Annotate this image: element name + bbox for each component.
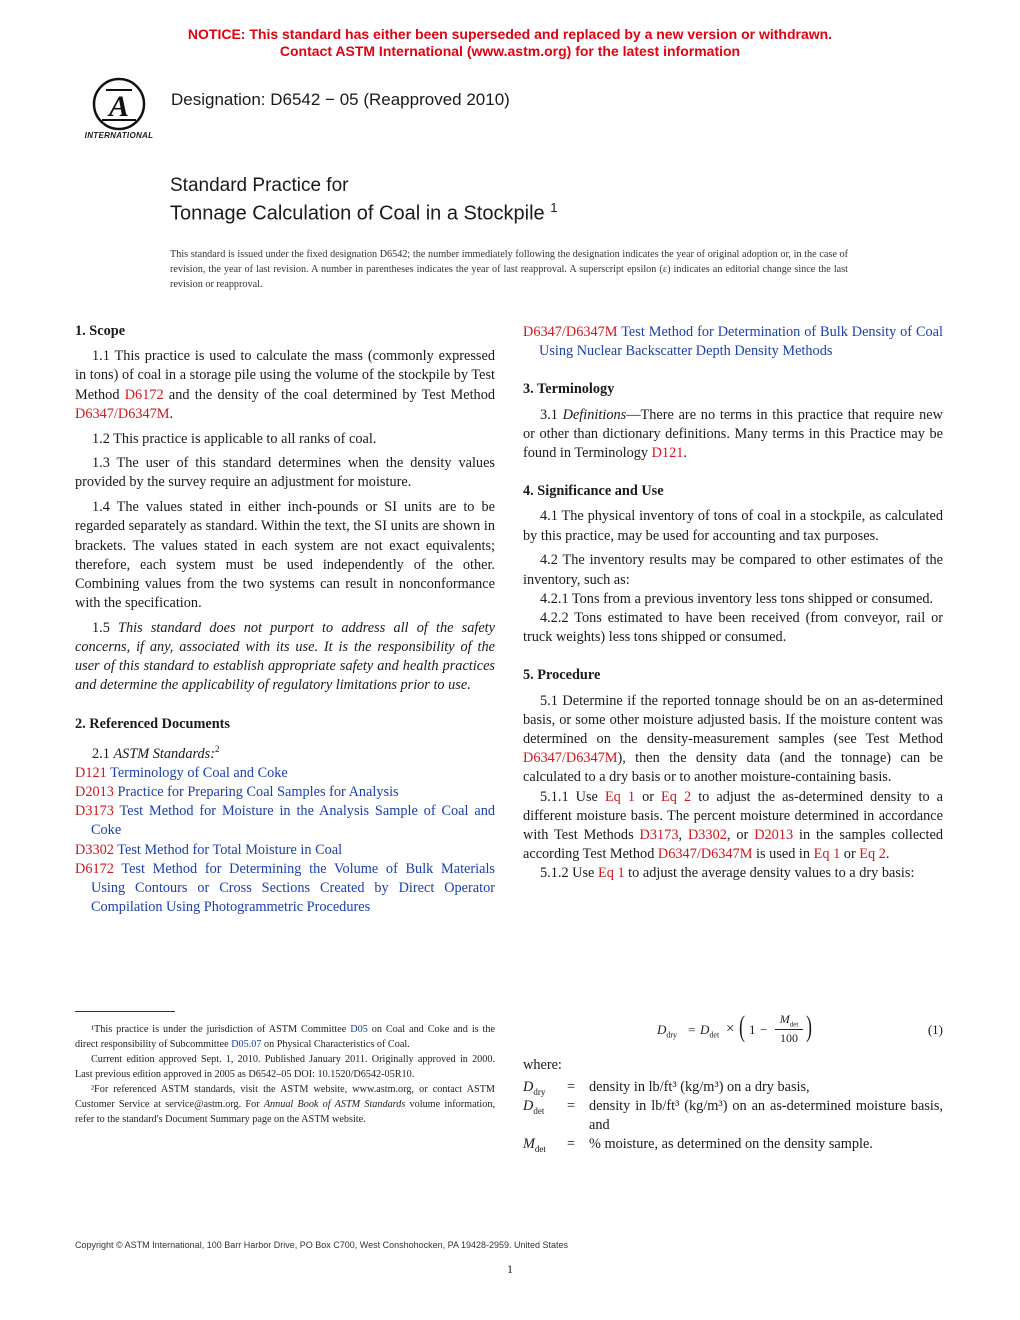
link-d121[interactable]: D121 <box>651 445 684 462</box>
variable-letter: D <box>523 1098 534 1114</box>
eq-num-symbol: M <box>779 1012 790 1026</box>
eq-one: 1 <box>749 1022 756 1037</box>
ref-title[interactable]: Terminology of Coal and Coke <box>106 764 288 781</box>
link-d05-07[interactable]: D05.07 <box>231 1039 262 1050</box>
eq-lhs-symbol: D <box>657 1022 667 1037</box>
referenced-2-1-num: 2.1 <box>92 745 114 762</box>
significance-4-1: 4.1 The physical inventory of tons of coal in a stockpile, as calculated by this practice, may be used for accounting and tax purposes. <box>523 508 943 544</box>
link-eq1[interactable]: Eq 1 <box>813 846 841 863</box>
ref-item[interactable] <box>75 783 495 802</box>
procedure-5-1-2 <box>523 864 943 883</box>
eq-density <box>700 1022 719 1040</box>
eq-num-sub: det <box>789 1020 799 1029</box>
ref-code[interactable]: D3302 <box>75 841 114 858</box>
eq-paren-left: ( <box>739 1010 745 1043</box>
text-span: 5.1.1 Use <box>540 788 605 805</box>
scope-1-4: 1.4 The values stated in either inch-pounds or SI units are to be regarded separately as standard. Within the text, the SI units are shown in brackets. The values stated in each system are not exact equivalents; therefore, each system must be used independently of the other. Combining values from the two systems can result in nonconformance with the specification. <box>75 499 496 612</box>
text-span: in the samples collected according Test Method <box>523 826 943 863</box>
ref-item[interactable] <box>75 764 495 783</box>
text-span: is used in <box>752 846 814 863</box>
title-text: Tonnage Calculation of Coal in a Stockpile <box>170 202 545 225</box>
eq-lhs <box>657 1022 677 1040</box>
variable-description: density in lb/ft³ (kg/m³) on an as-determined moisture basis, and <box>589 1098 943 1133</box>
procedure-5-1-1 <box>523 788 943 865</box>
footnote-divider <box>75 1011 175 1012</box>
ref-item[interactable] <box>75 841 495 860</box>
text-span: to adjust the average density values to a dry basis: <box>624 865 915 882</box>
variable-letter: M <box>523 1136 535 1152</box>
text-span: Annual Book of ASTM Standards <box>263 1099 406 1110</box>
ref-item[interactable] <box>75 860 495 918</box>
where-label: where: <box>523 1057 562 1073</box>
title-footnote-ref: 1 <box>550 200 558 215</box>
scope-1-1 <box>75 347 495 424</box>
link-d3173[interactable]: D3173 <box>639 826 679 843</box>
link-d3302[interactable]: D3302 <box>687 826 727 843</box>
scope-1-5-text: This standard does not purport to address all of the safety concerns, if any, associated with its use. It is the responsibility of the user of this standard to establish appropriate safety and health practices and determine the applicability of regulatory limitations prior to use. <box>75 619 495 694</box>
significance-4-2-1: 4.2.1 Tons from a previous inventory less tons shipped or consumed. <box>540 590 934 607</box>
footnote-1 <box>75 1022 495 1052</box>
eq-minus: − <box>760 1022 768 1037</box>
text-span: , or <box>726 826 755 843</box>
text-span: or <box>840 846 860 863</box>
page-number: 1 <box>507 1262 513 1276</box>
variable-sub: det <box>534 1143 546 1154</box>
scope-1-1-mid: and the density of the coal determined by Test Method <box>163 386 495 403</box>
significance-4-2: 4.2 The inventory results may be compared to other estimates of the inventory, such as: <box>523 552 943 588</box>
eq-times: × <box>726 1021 735 1037</box>
ref-title[interactable]: Test Method for Total Moisture in Coal <box>113 841 343 858</box>
procedure-5-1-post: ), then the density data (and the tonnage) can be calculated to a dry basis or to another moisture-containing basis. <box>523 750 943 786</box>
scope-heading: 1. Scope <box>75 323 126 339</box>
eq-d-sub: det <box>709 1030 720 1040</box>
variable-list <box>523 1078 943 1154</box>
text-span: ¹This practice is under the jurisdiction of ASTM Committee <box>91 1024 351 1035</box>
ref-item[interactable] <box>523 323 943 361</box>
scope-1-2: 1.2 This practice is applicable to all ranks of coal. <box>92 430 377 447</box>
notice-line-2: Contact ASTM International (www.astm.org) for the latest information <box>279 43 741 59</box>
equation-1 <box>523 1010 943 1050</box>
issued-note: This standard is issued under the fixed designation D6542; the number immediately following the designation indicates the year of original adoption or, in the case of revision, the year of last revision. A number in parentheses indicates the year of last reapproval. A superscript epsilon (ε) indicates an editorial change since the last revision or reapproval. <box>170 249 848 290</box>
terminology-heading: 3. Terminology <box>523 381 615 398</box>
ref-code[interactable]: D6347/D6347M <box>523 324 618 340</box>
ref-title[interactable]: Test Method for Determining the Volume of Bulk Materials Using Contours or Cross Sections Created by Direct Operator Compilation Using Photogrammetric Procedures <box>91 860 495 916</box>
procedure-5-1-text: 5.1 Determine if the reported tonnage should be on an as-determined basis, or some other moisture adjusted basis. If the moisture content was determined on the density-measurement samples (see Test Method <box>523 692 943 747</box>
link-eq1[interactable]: Eq 1 <box>597 865 625 882</box>
notice-line-1: NOTICE: This standard has either been superseded and replaced by a new version or withdrawn. <box>187 26 833 42</box>
eq-equals: = <box>688 1022 696 1037</box>
ref-code[interactable]: D3173 <box>75 803 114 820</box>
left-column <box>75 322 495 917</box>
terminology-3-1-num: 3.1 <box>540 406 563 423</box>
ref-code[interactable]: D6172 <box>75 860 114 877</box>
eq-numerator <box>775 1012 803 1028</box>
scope-1-1-post: . <box>169 405 174 422</box>
title-line-1: Standard Practice for <box>170 175 349 196</box>
ref-title[interactable]: Test Method for Determination of Bulk Density of Coal Using Nuclear Backscatter Depth Density Methods <box>539 324 943 360</box>
significance-heading: 4. Significance and Use <box>523 483 664 500</box>
text-span: to adjust the as-determined density to a different moisture basis. The percent moisture determined in accordance with Test Methods <box>523 788 943 843</box>
footnotes <box>75 1022 495 1127</box>
referenced-2-1 <box>75 740 495 764</box>
svg-text:A: A <box>108 90 130 123</box>
referenced-2-1-sup: 2 <box>215 743 220 754</box>
text-span: or <box>635 788 662 805</box>
astm-logo-icon <box>78 76 160 144</box>
link-d6347[interactable]: D6347/D6347M <box>75 405 170 422</box>
scope-1-5 <box>75 619 495 696</box>
ref-title[interactable]: Practice for Preparing Coal Samples for Analysis <box>113 784 399 801</box>
terminology-3-1-term: Definitions <box>562 406 627 423</box>
variable-sub: det <box>533 1105 545 1116</box>
ref-item[interactable] <box>75 802 495 840</box>
eq-fraction-bar <box>775 1029 803 1030</box>
link-eq2[interactable]: Eq 2 <box>859 846 886 863</box>
text-span: , <box>678 826 688 843</box>
ref-code[interactable]: D2013 <box>75 784 114 801</box>
variable-equals: = <box>567 1098 576 1114</box>
text-span: volume information, refer to the standard's Document Summary page on the ASTM website. <box>75 1099 495 1125</box>
variable-symbol <box>523 1135 546 1159</box>
procedure-heading: 5. Procedure <box>523 667 601 684</box>
ref-code[interactable]: D121 <box>75 764 107 781</box>
eq-denominator: 100 <box>780 1031 798 1045</box>
scope-1-5-num: 1.5 <box>92 619 119 636</box>
variable-equals: = <box>567 1136 576 1152</box>
variable-description: density in lb/ft³ (kg/m³) on a dry basis, <box>589 1079 810 1095</box>
variable-symbol <box>523 1097 544 1121</box>
link-d2013[interactable]: D2013 <box>754 826 794 843</box>
significance-4-2-2: 4.2.2 Tons estimated to have been received (from conveyor, rail or truck weights) less tons shipped or consumed. <box>523 609 943 646</box>
designation: Designation: D6542 − 05 (Reapproved 2010) <box>171 90 510 109</box>
footnote-2 <box>75 1082 495 1127</box>
text-span: 5.1.2 Use <box>540 865 598 882</box>
link-eq2[interactable]: Eq 2 <box>661 788 692 805</box>
scope-1-1-text: 1.1 This practice is used to calculate the mass (commonly expressed in tons) of coal in a storage pile using the volume of the stockpile by Test Method <box>75 348 495 403</box>
variable-row <box>523 1135 943 1154</box>
eq-lhs-sub: dry <box>666 1030 678 1040</box>
text-span: on Physical Characteristics of Coal. <box>261 1039 410 1050</box>
eq-number: (1) <box>927 1022 943 1037</box>
eq-d-symbol: D <box>700 1022 710 1037</box>
terminology-3-1 <box>523 406 943 464</box>
link-d05[interactable]: D05 <box>350 1024 368 1035</box>
variable-row <box>523 1097 943 1135</box>
link-eq1[interactable]: Eq 1 <box>604 788 636 805</box>
variable-letter: D <box>523 1079 534 1095</box>
ref-title[interactable]: Test Method for Moisture in the Analysis Sample of Coal and Coke <box>91 803 495 839</box>
right-column <box>523 323 943 889</box>
terminology-3-1-post: . <box>683 445 687 462</box>
link-d6347[interactable]: D6347/D6347M <box>657 846 753 863</box>
variable-description: % moisture, as determined on the density sample. <box>589 1136 873 1152</box>
text-span: . <box>885 846 890 863</box>
referenced-heading: 2. Referenced Documents <box>75 715 230 732</box>
terminology-3-1-text: —There are no terms in this practice that require new or other than dictionary definitions. Many terms in this Practice may be found in Terminology <box>523 406 943 462</box>
variable-row <box>523 1078 943 1097</box>
text-span: ²For referenced ASTM standards, visit the ASTM website, www.astm.org, or contact ASTM Customer Service at service@astm.org. For <box>75 1084 495 1110</box>
scope-1-3: 1.3 The user of this standard determines when the density values provided by the survey require an adjustment for moisture. <box>75 455 495 491</box>
logo-text: INTERNATIONAL <box>84 131 154 140</box>
supersede-notice <box>0 26 1020 60</box>
variable-sub: dry <box>533 1086 546 1097</box>
eq-paren-right: ) <box>806 1010 812 1043</box>
title-line-2 <box>170 200 557 226</box>
link-d6172[interactable]: D6172 <box>124 386 164 403</box>
procedure-5-1 <box>523 692 943 788</box>
variable-equals: = <box>567 1079 576 1095</box>
copyright: Copyright © ASTM International, 100 Barr Harbor Drive, PO Box C700, West Conshohocken, PA 19428-2959. United States <box>75 1240 569 1250</box>
referenced-2-1-text: ASTM Standards: <box>113 745 215 762</box>
link-d6347[interactable]: D6347/D6347M <box>523 750 618 767</box>
text-span: on Coal and Coke and is the direct responsibility of Subcommittee <box>75 1024 495 1050</box>
footnote-edition: Current edition approved Sept. 1, 2010. Published January 2011. Originally approved in 2000. Last previous edition approved in 2005 as D6542–05 DOI: 10.1520/D6542-05R10. <box>75 1054 495 1080</box>
